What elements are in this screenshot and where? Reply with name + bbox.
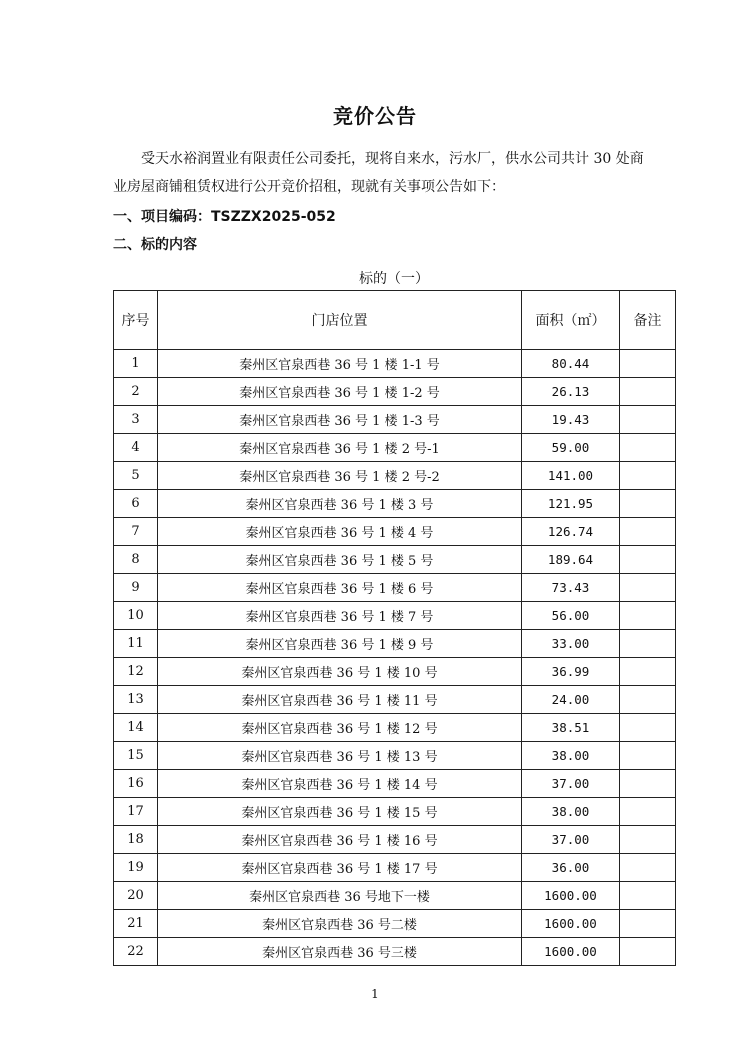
cell-no: 4 (114, 434, 158, 462)
cell-no: 22 (114, 938, 158, 966)
table-row (114, 350, 676, 378)
cell-location: 秦州区官泉西巷 36 号 1 楼 9 号 (158, 630, 522, 658)
cell-no: 12 (114, 658, 158, 686)
cell-note (620, 518, 676, 546)
page-number: 1 (371, 987, 379, 1001)
header-location: 门店位置 (158, 291, 522, 350)
lots-table (113, 290, 676, 966)
cell-location: 秦州区官泉西巷 36 号 1 楼 7 号 (158, 602, 522, 630)
cell-note (620, 910, 676, 938)
table-row (114, 602, 676, 630)
table-row (114, 406, 676, 434)
cell-location: 秦州区官泉西巷 36 号 1 楼 5 号 (158, 546, 522, 574)
cell-area: 126.74 (522, 518, 620, 546)
cell-note (620, 770, 676, 798)
table-row (114, 378, 676, 406)
table-header-row (114, 291, 676, 350)
cell-area: 121.95 (522, 490, 620, 518)
cell-location: 秦州区官泉西巷 36 号 1 楼 1-2 号 (158, 378, 522, 406)
cell-area: 56.00 (522, 602, 620, 630)
cell-no: 18 (114, 826, 158, 854)
cell-location: 秦州区官泉西巷 36 号二楼 (158, 910, 522, 938)
cell-note (620, 854, 676, 882)
cell-location: 秦州区官泉西巷 36 号 1 楼 11 号 (158, 686, 522, 714)
cell-area: 38.00 (522, 742, 620, 770)
header-area: 面积（㎡） (522, 291, 620, 350)
table-row (114, 462, 676, 490)
cell-note (620, 546, 676, 574)
cell-area: 26.13 (522, 378, 620, 406)
cell-area: 1600.00 (522, 938, 620, 966)
cell-no: 16 (114, 770, 158, 798)
table-row (114, 742, 676, 770)
cell-no: 14 (114, 714, 158, 742)
table-row (114, 518, 676, 546)
cell-location: 秦州区官泉西巷 36 号 1 楼 13 号 (158, 742, 522, 770)
cell-location: 秦州区官泉西巷 36 号 1 楼 4 号 (158, 518, 522, 546)
section-project-code: 一、项目编码：TSZZX2025-052 (113, 209, 336, 225)
cell-note (620, 434, 676, 462)
cell-note (620, 462, 676, 490)
cell-area: 73.43 (522, 574, 620, 602)
cell-no: 1 (114, 350, 158, 378)
cell-note (620, 826, 676, 854)
cell-no: 6 (114, 490, 158, 518)
cell-area: 1600.00 (522, 910, 620, 938)
table-row (114, 910, 676, 938)
cell-note (620, 686, 676, 714)
table-row (114, 546, 676, 574)
table-row (114, 658, 676, 686)
table-row (114, 574, 676, 602)
cell-no: 5 (114, 462, 158, 490)
cell-area: 24.00 (522, 686, 620, 714)
table-row (114, 798, 676, 826)
cell-location: 秦州区官泉西巷 36 号 1 楼 1-1 号 (158, 350, 522, 378)
table-row (114, 686, 676, 714)
cell-area: 36.99 (522, 658, 620, 686)
cell-location: 秦州区官泉西巷 36 号 1 楼 12 号 (158, 714, 522, 742)
cell-location: 秦州区官泉西巷 36 号 1 楼 14 号 (158, 770, 522, 798)
table-row (114, 854, 676, 882)
cell-location: 秦州区官泉西巷 36 号 1 楼 17 号 (158, 854, 522, 882)
cell-area: 36.00 (522, 854, 620, 882)
cell-no: 8 (114, 546, 158, 574)
cell-area: 37.00 (522, 826, 620, 854)
header-no: 序号 (114, 291, 158, 350)
cell-no: 9 (114, 574, 158, 602)
cell-note (620, 938, 676, 966)
cell-no: 2 (114, 378, 158, 406)
table-row (114, 714, 676, 742)
cell-area: 33.00 (522, 630, 620, 658)
cell-area: 80.44 (522, 350, 620, 378)
cell-location: 秦州区官泉西巷 36 号 1 楼 10 号 (158, 658, 522, 686)
cell-note (620, 350, 676, 378)
cell-area: 189.64 (522, 546, 620, 574)
cell-no: 15 (114, 742, 158, 770)
cell-note (620, 882, 676, 910)
cell-location: 秦州区官泉西巷 36 号 1 楼 15 号 (158, 798, 522, 826)
cell-location: 秦州区官泉西巷 36 号地下一楼 (158, 882, 522, 910)
cell-location: 秦州区官泉西巷 36 号三楼 (158, 938, 522, 966)
cell-area: 37.00 (522, 770, 620, 798)
cell-location: 秦州区官泉西巷 36 号 1 楼 16 号 (158, 826, 522, 854)
table-row (114, 770, 676, 798)
cell-note (620, 658, 676, 686)
section-subject-content: 二、标的内容 (113, 237, 197, 253)
cell-location: 秦州区官泉西巷 36 号 1 楼 1-3 号 (158, 406, 522, 434)
cell-area: 141.00 (522, 462, 620, 490)
cell-location: 秦州区官泉西巷 36 号 1 楼 2 号-1 (158, 434, 522, 462)
cell-area: 38.00 (522, 798, 620, 826)
header-note: 备注 (620, 291, 676, 350)
table-row (114, 630, 676, 658)
table-row (114, 490, 676, 518)
cell-location: 秦州区官泉西巷 36 号 1 楼 6 号 (158, 574, 522, 602)
table-caption: 标的（一） (359, 271, 429, 287)
cell-no: 13 (114, 686, 158, 714)
cell-note (620, 714, 676, 742)
table-row (114, 826, 676, 854)
cell-no: 7 (114, 518, 158, 546)
cell-area: 1600.00 (522, 882, 620, 910)
intro-paragraph: 受天水裕润置业有限责任公司委托，现将自来水，污水厂，供水公司共计 30 处商业房屋商铺租赁权进行公开竞价招租，现就有关事项公告如下： (113, 151, 644, 195)
table-row (114, 434, 676, 462)
cell-location: 秦州区官泉西巷 36 号 1 楼 3 号 (158, 490, 522, 518)
cell-no: 21 (114, 910, 158, 938)
cell-note (620, 630, 676, 658)
table-row (114, 882, 676, 910)
cell-no: 11 (114, 630, 158, 658)
cell-note (620, 574, 676, 602)
table-row (114, 938, 676, 966)
cell-no: 20 (114, 882, 158, 910)
cell-location: 秦州区官泉西巷 36 号 1 楼 2 号-2 (158, 462, 522, 490)
cell-no: 17 (114, 798, 158, 826)
cell-note (620, 378, 676, 406)
cell-no: 19 (114, 854, 158, 882)
cell-area: 59.00 (522, 434, 620, 462)
cell-area: 19.43 (522, 406, 620, 434)
cell-note (620, 798, 676, 826)
cell-note (620, 742, 676, 770)
table-body (114, 350, 676, 966)
cell-no: 10 (114, 602, 158, 630)
cell-note (620, 490, 676, 518)
cell-no: 3 (114, 406, 158, 434)
cell-area: 38.51 (522, 714, 620, 742)
cell-note (620, 602, 676, 630)
page-title: 竞价公告 (333, 104, 417, 128)
cell-note (620, 406, 676, 434)
